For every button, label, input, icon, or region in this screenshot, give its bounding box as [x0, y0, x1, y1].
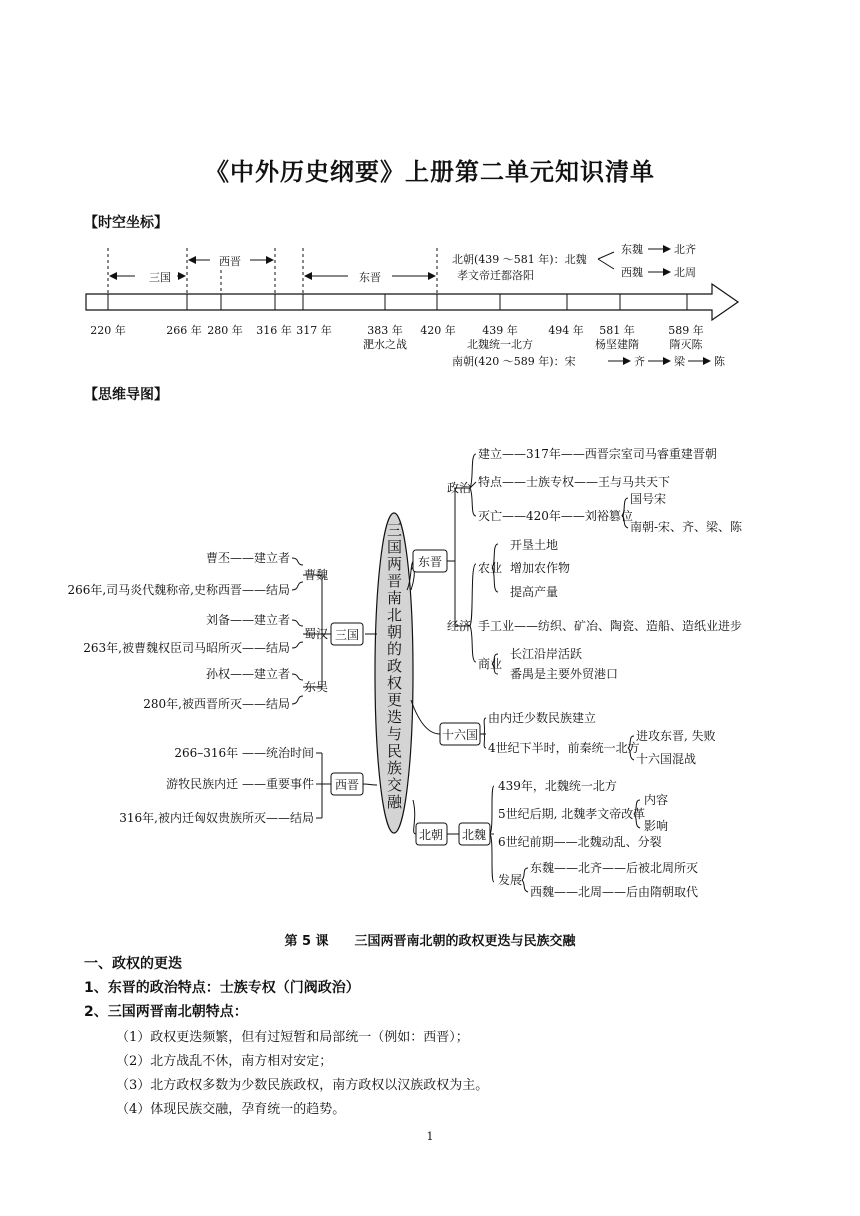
- event-581: 杨坚建隋: [595, 338, 639, 351]
- span-dongjin: 东晋: [359, 271, 381, 284]
- node-shuhan: 蜀汉: [304, 627, 329, 641]
- node-shangye: 商业: [478, 657, 503, 671]
- shougongye: 手工业——纺织、矿冶、陶瓷、造船、造纸业进步: [478, 619, 743, 633]
- dongjin-fall: 灭亡——420年——刘裕篡位: [478, 509, 633, 523]
- tick-439: 439 年: [482, 324, 518, 337]
- node-dongjin: 东晋: [417, 555, 443, 569]
- dongjin-feature: 特点——士族专权——王与马共天下: [478, 475, 671, 489]
- tick-420: 420 年: [420, 324, 456, 337]
- tick-494: 494 年: [548, 324, 584, 337]
- node-caowei: 曹魏: [304, 568, 329, 582]
- section-heading-3: 2、三国两晋南北朝特点：: [84, 1004, 248, 1020]
- west-wei: 西魏: [621, 266, 643, 279]
- north-dynasties-label: 北朝(439 ～581 年)：北魏: [452, 253, 587, 266]
- beiwei-2: 5世纪后期, 北魏孝文帝改革: [498, 807, 646, 821]
- node-zhengzhi: 政治: [447, 481, 472, 495]
- event-439: 北魏统一北方: [467, 338, 533, 351]
- beiwei-yingxiang: 影响: [644, 819, 669, 833]
- south-qi: 齐: [634, 355, 645, 368]
- tick-266: 266 年: [166, 324, 202, 337]
- tick-589: 589 年: [668, 324, 704, 337]
- east-wei: 东魏: [621, 243, 643, 256]
- south-dynasties-label: 南朝(420 ～589 年)：宋: [452, 355, 576, 368]
- xijin-period: 266–316年 ——统治时间: [174, 746, 314, 760]
- north-zhou: 北周: [674, 266, 696, 279]
- shangye-1: 长江沿岸活跃: [510, 647, 583, 661]
- tick-316: 316 年: [256, 324, 292, 337]
- north-sub-label: 孝文帝迁都洛阳: [457, 269, 534, 282]
- south-chen: 陈: [714, 355, 725, 368]
- tick-220: 220 年: [90, 324, 126, 337]
- list-item-3: （3）北方政权多数为少数民族政权，南方政权以汉族政权为主。: [116, 1078, 489, 1093]
- section-heading-1: 一、政权的更迭: [84, 956, 182, 972]
- beiwei-3: 6世纪前期——北魏动乱、分裂: [498, 835, 662, 849]
- timeline-heading: 【时空坐标】: [84, 215, 168, 231]
- page-number: 1: [426, 1130, 434, 1143]
- node-dongwu: 东吴: [304, 680, 329, 694]
- node-beichao: 北朝: [418, 828, 444, 842]
- lesson-title: 第 5 课 三国两晋南北朝的政权更迭与民族交融: [284, 934, 576, 949]
- span-xijin: 西晋: [219, 255, 241, 268]
- document-title: 《中外历史纲要》上册第二单元知识清单: [205, 157, 655, 186]
- tick-280: 280 年: [207, 324, 243, 337]
- nongye-2: 增加农作物: [510, 561, 571, 575]
- beiwei-1: 439年，北魏统一北方: [498, 779, 617, 793]
- dongjin-founding: 建立——317年——西晋宗室司马睿重建晋朝: [478, 447, 717, 461]
- nongye-3: 提高产量: [510, 585, 559, 599]
- shiliuguo-3: 进攻东晋, 失败: [636, 729, 716, 743]
- shiliuguo-4: 十六国混战: [636, 752, 697, 766]
- node-shiliuguo: 十六国: [441, 728, 479, 742]
- beiwei-neirong: 内容: [644, 793, 669, 807]
- tick-317: 317 年: [296, 324, 332, 337]
- section-heading-2: 1、东晋的政治特点：士族专权（门阀政治）: [84, 980, 360, 996]
- fazhan-2: 西魏——北周——后由隋朝取代: [530, 885, 699, 899]
- node-sanguo: 三国: [334, 628, 360, 642]
- north-qi: 北齐: [674, 243, 696, 256]
- node-beiwei: 北魏: [461, 828, 487, 842]
- node-jingji: 经济: [447, 619, 472, 633]
- tick-581: 581 年: [599, 324, 635, 337]
- shangye-2: 番禺是主要外贸港口: [510, 667, 619, 681]
- mindmap-heading: 【思维导图】: [84, 387, 168, 403]
- dongjin-guohao: 国号宋: [630, 492, 667, 506]
- mindmap-diagram: [0, 430, 860, 910]
- timeline-diagram: [0, 236, 860, 376]
- list-item-1: （1）政权更迭频繁，但有过短暂和局部统一（例如：西晋）；: [116, 1030, 469, 1045]
- dongwu-end: 280年,被西晋所灭——结局: [143, 697, 290, 711]
- shiliuguo-1: 由内迁少数民族建立: [488, 711, 597, 725]
- south-liang: 梁: [674, 355, 685, 368]
- tick-383: 383 年: [367, 324, 403, 337]
- event-589: 隋灭陈: [669, 338, 703, 351]
- center-label: 三国两晋南北朝的政权更迭与民族交融: [385, 522, 403, 811]
- list-item-4: （4）体现民族交融，孕育统一的趋势。: [116, 1102, 346, 1117]
- caowei-end: 266年,司马炎代魏称帝,史称西晋——结局: [67, 583, 290, 597]
- fazhan-1: 东魏——北齐——后被北周所灭: [530, 861, 699, 875]
- list-item-2: （2）北方战乱不休，南方相对安定；: [116, 1054, 333, 1069]
- dongwu-founder: 孙权——建立者: [205, 667, 290, 681]
- node-nongye: 农业: [478, 561, 503, 575]
- shuhan-founder: 刘备——建立者: [205, 613, 290, 627]
- dongjin-nanchao: 南朝-宋、齐、梁、陈: [630, 520, 743, 534]
- nongye-1: 开垦土地: [510, 538, 559, 552]
- node-xijin: 西晋: [334, 778, 360, 792]
- caowei-founder: 曹丕——建立者: [205, 551, 290, 565]
- event-383: 淝水之战: [363, 338, 407, 351]
- shiliuguo-2: 4世纪下半时，前秦统一北方: [488, 741, 640, 755]
- xijin-event: 游牧民族内迁 ——重要事件: [166, 777, 314, 791]
- timeline-axis: [86, 284, 738, 320]
- span-sanguo: 三国: [149, 271, 171, 284]
- shuhan-end: 263年,被曹魏权臣司马昭所灭——结局: [83, 641, 290, 655]
- node-fazhan: 发展: [498, 873, 523, 887]
- xijin-end: 316年,被内迁匈奴贵族所灭——结局: [119, 811, 314, 825]
